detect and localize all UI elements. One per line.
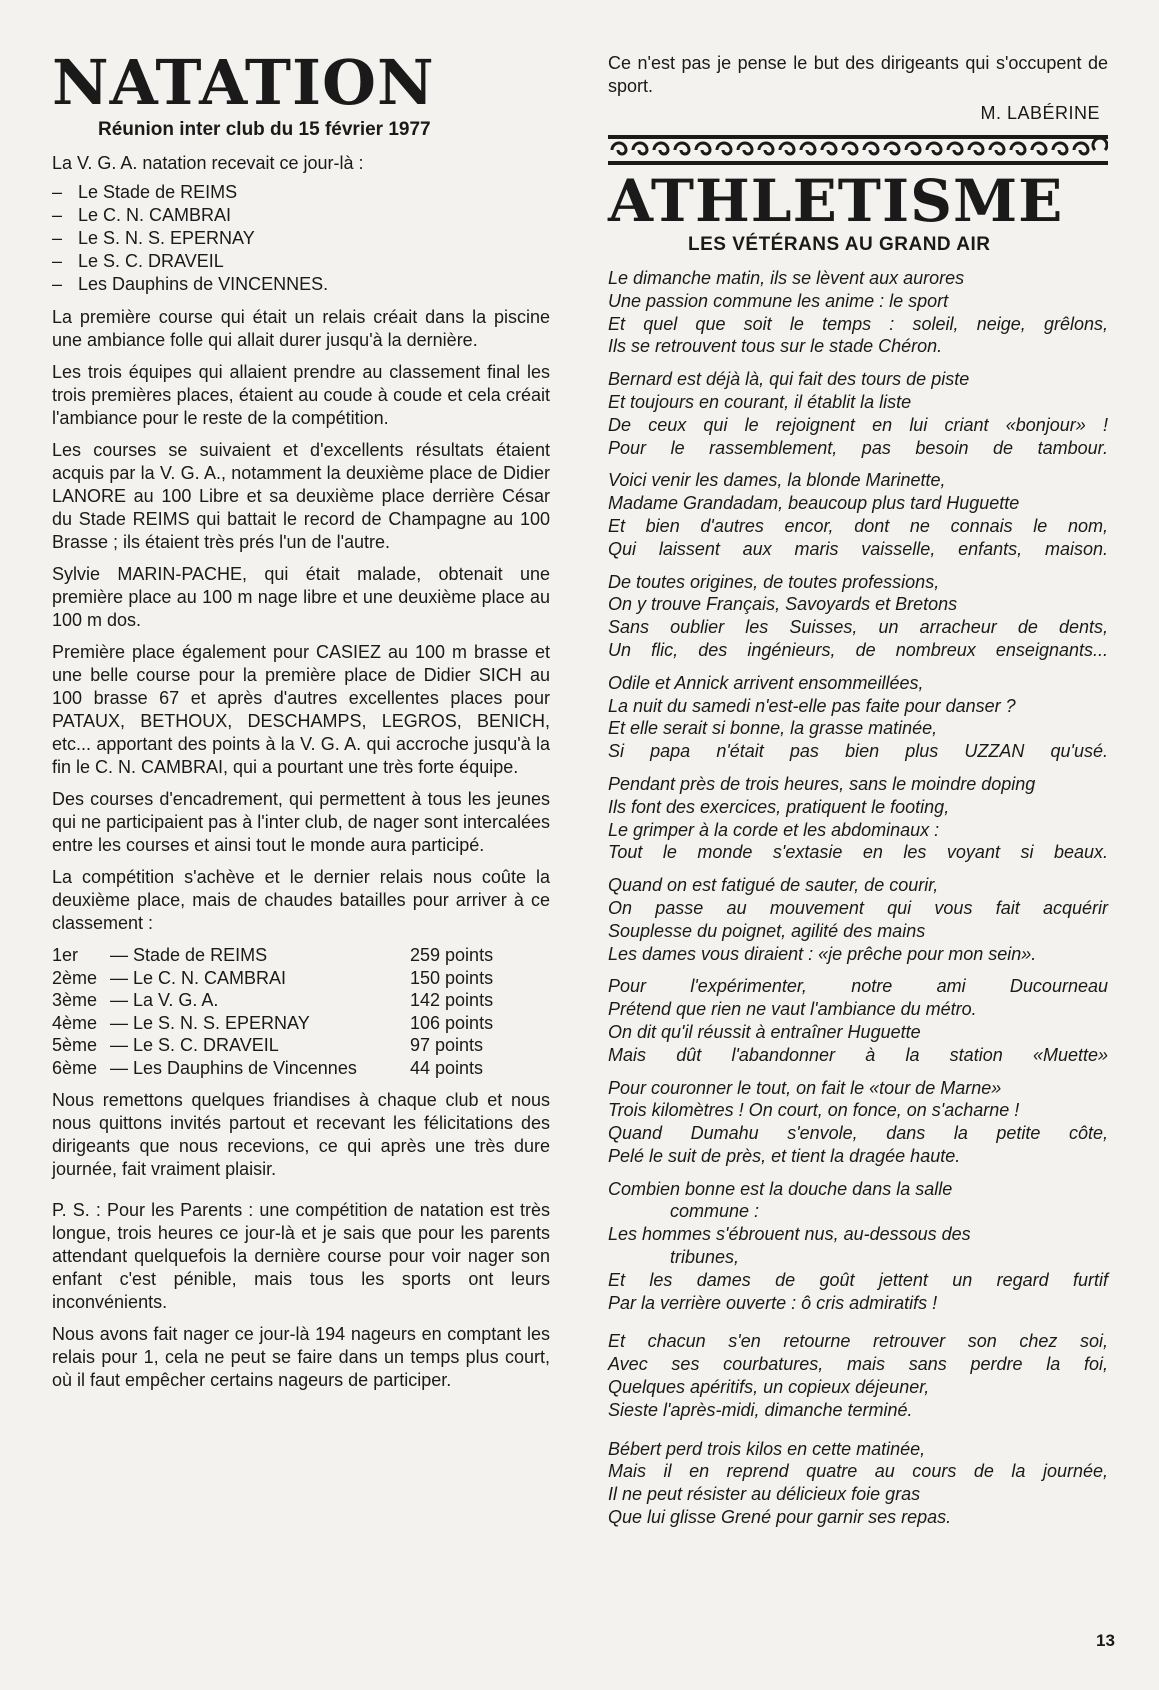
poem-stanza [608, 267, 1108, 358]
poem-line: Le dimanche matin, ils se lèvent aux aurores [608, 268, 965, 288]
poem-stanza [608, 1077, 1108, 1168]
poem-stanza [608, 1330, 1108, 1421]
poem-line: Et quel que soit le temps : soleil, neige, grêlons, [608, 313, 1108, 334]
poem-line: Les hommes s'ébrouent nus, au-dessous des [608, 1224, 971, 1245]
poem-line: On dit qu'il réussit à entraîner Huguette [608, 1021, 921, 1042]
table-row: 4ème — Le S. N. S. EPERNAY 106 points [52, 1012, 494, 1033]
poem-line: Que lui glisse Grené pour garnir ses repas. [608, 1507, 952, 1528]
poem-line: Tout le monde s'extasie en les voyant si beaux. [608, 842, 1108, 863]
club-list [52, 181, 550, 296]
poem-line: Madame Grandadam, beaucoup plus tard Huguette [608, 493, 1020, 514]
poem-line: tribunes, [670, 1247, 740, 1268]
table-row: 5ème — Le S. C. DRAVEIL 97 points [52, 1035, 484, 1055]
poem-line: Odile et Annick arrivent ensommeillées, [608, 672, 924, 693]
decorative-frieze [608, 135, 1108, 165]
poem [608, 267, 1108, 1529]
poem-stanza [608, 773, 1108, 864]
paragraph: Des courses d'encadrement, qui permettent à tous les jeunes qui ne participaient pas à l'inter club, de nager sont intercalées entre les courses et ainsi tout le monde aura participé. [52, 789, 550, 855]
paragraph: Première place également pour CASIEZ au 100 m brasse et une belle course pour la première place de Didier SICH au 100 brasse 67 et après d'autres excellentes places pour PATAUX, BETHOUX, DESCHAMPS, LEGROS, BENICH, etc... apportant des points à la V. G. A. qui accroche jusqu'à la fin le C. N. CAMBRAI, qui a pourtant une très forte équipe. [52, 642, 550, 777]
poem-line: Pour le rassemblement, pas besoin de tambour. [608, 437, 1108, 458]
poem-stanza [608, 975, 1108, 1066]
poem-line: Une passion commune les anime : le sport [608, 290, 949, 311]
poem-line: Trois kilomètres ! On court, on fonce, on s'acharne ! [608, 1100, 1020, 1121]
poem-line: De toutes origines, de toutes professions, [608, 571, 940, 592]
natation-intro: La V. G. A. natation recevait ce jour-là : [52, 153, 364, 173]
poem-stanza [608, 1178, 1108, 1315]
poem-line: Pelé le suit de près, et tient la dragée haute. [608, 1145, 961, 1166]
poem-line: Sans oublier les Suisses, un arracheur de dents, [608, 617, 1108, 638]
poem-stanza [608, 368, 1108, 459]
table-row: 1er — Stade de REIMS 259 points [52, 945, 494, 965]
poem-stanza [608, 469, 1108, 560]
poem-line: Quelques apéritifs, un copieux déjeuner, [608, 1377, 930, 1398]
poem-line: Pour l'expérimenter, notre ami Ducourneau [608, 976, 1108, 997]
natation-article [52, 46, 550, 1401]
table-row: 3ème — La V. G. A. 142 points [52, 990, 494, 1010]
page-number: 13 [1096, 1631, 1115, 1650]
paragraph: Sylvie MARIN-PACHE, qui était malade, obtenait une première place au 100 m nage libre et une deuxième place au 100 m dos. [52, 564, 550, 630]
poem-stanza [608, 571, 1108, 662]
list-item: – Le Stade de REIMS [52, 182, 238, 202]
poem-line: Et chacun s'en retourne retrouver son chez soi, [608, 1331, 1108, 1352]
poem-line: Un flic, des ingénieurs, de nombreux enseignants... [608, 639, 1108, 660]
poem-line: Pendant près de trois heures, sans le moindre doping [608, 773, 1036, 794]
final-paragraph: Nous avons fait nager ce jour-là 194 nageurs en comptant les relais pour 1, cela ne peut se faire dans un temps plus court, où il faut empêcher certains nageurs de participer. [52, 1324, 550, 1390]
poem-line: Pour couronner le tout, on fait le «tour de Marne» [608, 1077, 1002, 1098]
poem-line: commune : [670, 1201, 760, 1222]
poem-line: Quand Dumahu s'envole, dans la petite côte, [608, 1123, 1108, 1144]
poem-line: Les dames vous diraient : «je prêche pour mon sein». [608, 943, 1037, 964]
poem-line: Et les dames de goût jettent un regard furtif [608, 1269, 1108, 1290]
paragraph: Les courses se suivaient et d'excellents résultats étaient acquis par la V. G. A., notamment la deuxième place de Didier LANORE au 100 Libre et sa deuxième place derrière César du Stade REIMS qui battait le record de Champagne au 100 Brasse ; ils étaient très prés l'un de l'autre. [52, 440, 550, 552]
poem-line: Qui laissent aux maris vaisselle, enfants, maison. [608, 538, 1108, 559]
poem-line: Mais il en reprend quatre au cours de la journée, [608, 1461, 1108, 1482]
poem-line: La nuit du samedi n'est-elle pas faite pour danser ? [608, 695, 1016, 716]
table-row: 2ème — Le C. N. CAMBRAI 150 points [52, 967, 494, 988]
poem-line: De ceux qui le rejoignent en lui criant «bonjour» ! [608, 414, 1108, 435]
poem-line: Et elle serait si bonne, la grasse matinée, [608, 718, 938, 739]
poem-line: Voici venir les dames, la blonde Marinette, [608, 470, 946, 491]
poem-stanza [608, 1438, 1108, 1529]
poem-line: Quand on est fatigué de sauter, de courir, [608, 875, 939, 896]
list-item: – Le S. C. DRAVEIL [52, 251, 224, 271]
table-row: 6ème — Les Dauphins de Vincennes 44 points [52, 1057, 484, 1078]
poem-line: Il ne peut résister au délicieux foie gras [608, 1484, 921, 1505]
poem-line: Sieste l'après-midi, dimanche terminé. [608, 1399, 913, 1420]
poem-line: Par la verrière ouverte : ô cris admiratifs ! [608, 1292, 938, 1313]
poem-line: Le grimper à la corde et les abdominaux : [608, 819, 940, 840]
poem-line: Bébert perd trois kilos en cette matinée, [608, 1438, 926, 1459]
poem-line: On passe au mouvement qui vous fait acquérir [608, 897, 1108, 918]
poem-line: Souplesse du poignet, agilité des mains [608, 920, 926, 941]
poem-stanza [608, 672, 1108, 763]
natation-title: NATATION [52, 46, 435, 119]
list-item: – Le C. N. CAMBRAI [52, 205, 232, 225]
ranking-table [52, 944, 540, 1079]
athletisme-title: ATHLETISME [608, 167, 1064, 235]
poem-line: Et bien d'autres encor, dont ne connais le nom, [608, 515, 1108, 536]
ps-paragraph: P. S. : Pour les Parents : une compétition de natation est très longue, trois heures ce jour-là et je sais que pour les parents attendant quelquefois la dernière course pour voir nager son enfant c'est pénible, mais tous les sports ont leurs inconvénients. [52, 1200, 550, 1312]
continuation-paragraph: Ce n'est pas je pense le but des dirigeants qui s'occupent de sport. [608, 53, 1108, 96]
paragraph: La première course qui était un relais créait dans la piscine une ambiance folle qui allait durer jusqu'à la dernière. [52, 307, 550, 350]
poem-line: Ils font des exercices, pratiquent le footing, [608, 796, 950, 817]
poem-line: Mais dût l'abandonner à la station «Muette» [608, 1044, 1108, 1065]
poem-line: Combien bonne est la douche dans la salle [608, 1178, 953, 1199]
athletisme-subtitle: LES VÉTÉRANS AU GRAND AIR [688, 234, 991, 255]
closing-paragraph: Nous remettons quelques friandises à chaque club et nous nous quittons invités partout et recevant les félicitations des dirigeants que nous recevions, ce qui après une très dure journée, fait vraiment plaisir. [52, 1090, 550, 1179]
list-item: – Les Dauphins de VINCENNES. [52, 274, 329, 294]
poem-line: Prétend que rien ne vaut l'ambiance du métro. [608, 999, 977, 1020]
poem-line: Bernard est déjà là, qui fait des tours de piste [608, 369, 970, 390]
author-signature: M. LABÉRINE [980, 103, 1100, 123]
natation-subtitle: Réunion inter club du 15 février 1977 [98, 119, 431, 140]
poem-stanza [608, 874, 1108, 965]
paragraph: La compétition s'achève et le dernier relais nous coûte la deuxième place, mais de chaudes batailles pour arriver à ce classement : [52, 867, 550, 933]
poem-line: Ils se retrouvent tous sur le stade Chéron. [608, 336, 943, 357]
list-item: – Le S. N. S. EPERNAY [52, 228, 255, 248]
athletisme-article [608, 52, 1108, 1539]
poem-line: Avec ses courbatures, mais sans perdre la foi, [608, 1354, 1108, 1375]
paragraph: Les trois équipes qui allaient prendre au classement final les trois premières places, étaient au coude à coude et cela créait l'ambiance pour le reste de la compétition. [52, 362, 550, 428]
poem-line: Si papa n'était pas bien plus UZZAN qu'usé. [608, 741, 1108, 762]
poem-line: Et toujours en courant, il établit la liste [608, 391, 912, 412]
poem-line: On y trouve Français, Savoyards et Bretons [608, 594, 958, 615]
